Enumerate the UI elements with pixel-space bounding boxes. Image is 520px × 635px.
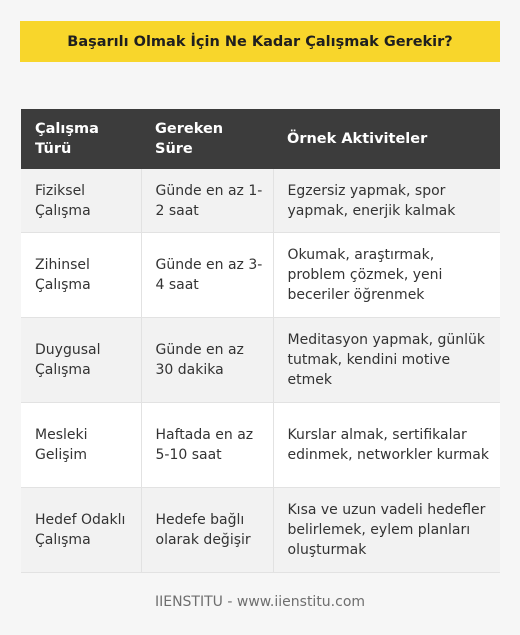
cell-required-time: Hedefe bağlı olarak değişir [141, 488, 273, 573]
cell-activities: Kısa ve uzun vadeli hedefler belirlemek, eylem planları oluşturmak [273, 488, 500, 573]
table-row [21, 233, 500, 318]
table-row [21, 318, 500, 403]
cell-work-type: Duygusal Çalışma [21, 318, 141, 403]
cell-activities: Okumak, araştırmak, problem çözmek, yeni beceriler öğrenmek [273, 233, 500, 318]
header-example-activities: Örnek Aktiviteler [273, 109, 500, 169]
cell-work-type: Mesleki Gelişim [21, 403, 141, 488]
cell-activities: Meditasyon yapmak, günlük tutmak, kendini motive etmek [273, 318, 500, 403]
cell-required-time: Günde en az 1-2 saat [141, 169, 273, 233]
table-row [21, 488, 500, 573]
table-header-row [21, 109, 500, 169]
cell-activities: Kurslar almak, sertifikalar edinmek, networkler kurmak [273, 403, 500, 488]
cell-required-time: Günde en az 3-4 saat [141, 233, 273, 318]
footer-credit: IIENSTITU - www.iienstitu.com [154, 594, 366, 610]
cell-required-time: Haftada en az 5-10 saat [141, 403, 273, 488]
cell-work-type: Hedef Odaklı Çalışma [21, 488, 141, 573]
work-table [21, 109, 500, 573]
table-row [21, 169, 500, 233]
cell-work-type: Zihinsel Çalışma [21, 233, 141, 318]
header-required-time: Gereken Süre [141, 109, 273, 169]
table-row [21, 403, 500, 488]
page-title: Başarılı Olmak İçin Ne Kadar Çalışmak Gerekir? [20, 21, 500, 62]
header-work-type: Çalışma Türü [21, 109, 141, 169]
cell-activities: Egzersiz yapmak, spor yapmak, enerjik kalmak [273, 169, 500, 233]
cell-required-time: Günde en az 30 dakika [141, 318, 273, 403]
cell-work-type: Fiziksel Çalışma [21, 169, 141, 233]
